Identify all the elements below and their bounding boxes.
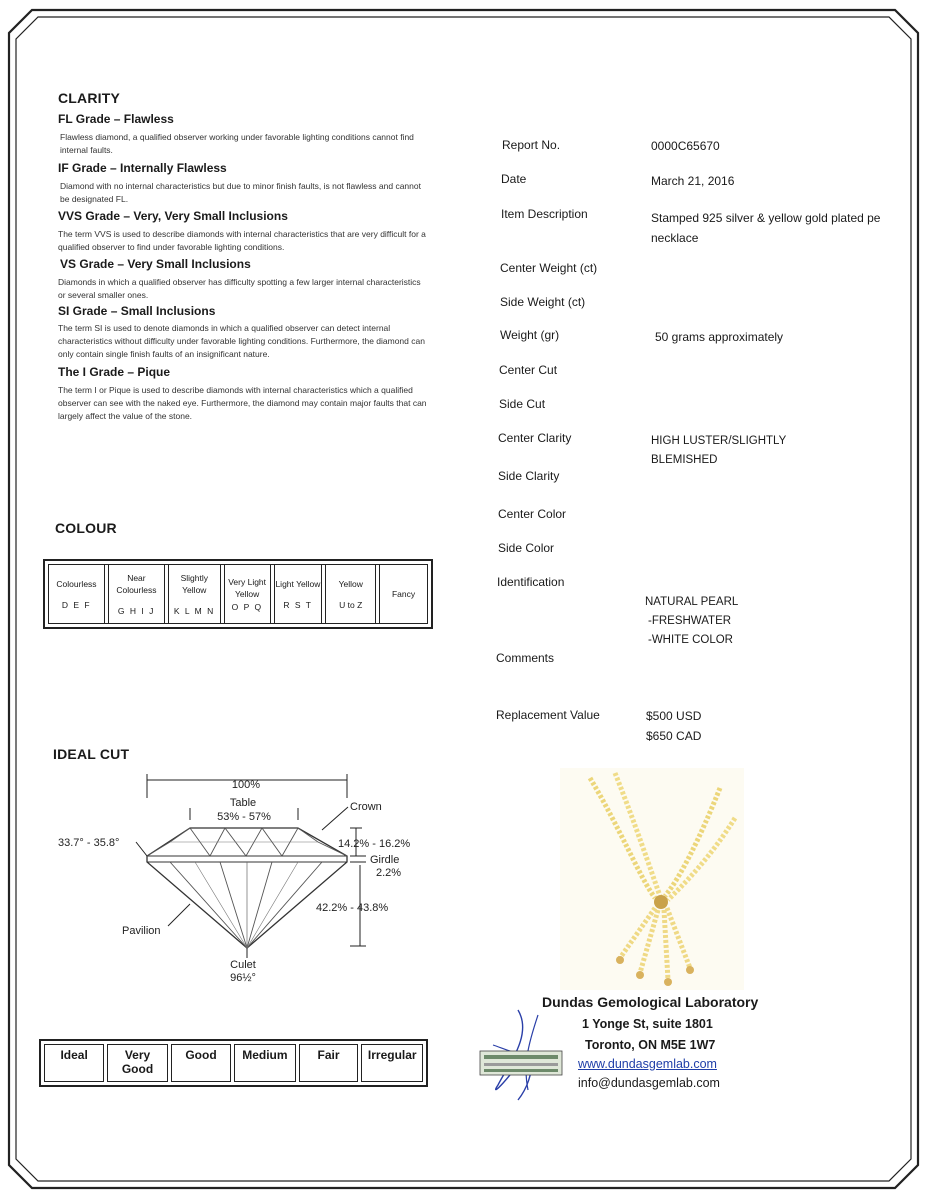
label-crown-angle: 33.7° - 35.8° [58, 837, 120, 849]
label-culet-val: 96½° [230, 972, 256, 984]
cut-grade-ideal: Ideal [44, 1044, 104, 1082]
colour-heading: COLOUR [55, 520, 117, 536]
field-center-color-label: Center Color [498, 507, 567, 521]
cut-grade-good: Good [171, 1044, 231, 1082]
field-center-weight-label: Center Weight (ct) [500, 261, 598, 275]
cut-grade-medium: Medium [234, 1044, 295, 1082]
grade-i-desc: The term I or Pique is used to describe diamonds with internal characteristics which a qualified observer can see with the naked eye. Furthermore, the diamond may contain major faults that can largely affect the value of the stone. [58, 385, 427, 421]
identification-line-3: -WHITE COLOR [648, 634, 733, 646]
label-culet: Culet [230, 959, 256, 971]
field-item-desc-label: Item Description [501, 207, 588, 221]
lab-address-line-2: Toronto, ON M5E 1W7 [585, 1038, 716, 1052]
colour-cell-slightly-yellow: Slightly Yellow K L M N [168, 564, 221, 624]
clarity-heading: CLARITY [58, 90, 121, 106]
colour-cell-yellow: Yellow U to Z [325, 564, 376, 624]
field-side-clarity-label: Side Clarity [498, 469, 560, 483]
field-identification-label: Identification [497, 575, 565, 589]
colour-cell-light-yellow: Light Yellow R S T [274, 564, 323, 624]
field-date-label: Date [501, 172, 527, 186]
grade-if-desc: Diamond with no internal characteristics but due to minor finish faults, is not flawless and cannot be designated FL. [60, 181, 421, 204]
grade-fl-title: FL Grade – Flawless [58, 112, 174, 126]
identification-line-1: NATURAL PEARL [645, 596, 739, 608]
lab-address-line-1: 1 Yonge St, suite 1801 [582, 1017, 713, 1031]
label-crown: Crown [350, 801, 382, 813]
field-side-color-label: Side Color [498, 541, 555, 555]
colour-cell-near-colourless: Near Colourless G H I J [108, 564, 165, 624]
grade-si-desc: The term SI is used to denote diamonds in which a qualified observer can detect internal characteristics without difficulty under favorable lighting conditions. Furthermore, the diamond can only contain single finish faults of an insignificant nature. [58, 323, 425, 359]
field-comments-label: Comments [496, 651, 555, 665]
label-girdle: Girdle [370, 854, 400, 866]
grade-fl-desc: Flawless diamond, a qualified observer working under favorable lighting conditions cannot find internal faults. [60, 132, 414, 155]
grade-vs-title: VS Grade – Very Small Inclusions [60, 257, 251, 271]
colour-cell-colourless: Colourless D E F [48, 564, 105, 624]
grade-i-title: The I Grade – Pique [58, 365, 171, 379]
signature-stamp [478, 1005, 568, 1110]
colour-cell-very-light-yellow: Very Light Yellow O P Q [224, 564, 271, 624]
label-girdle-pct: 2.2% [376, 867, 402, 879]
label-width: 100% [231, 779, 261, 791]
label-pavilion-depth: 42.2% - 43.8% [316, 902, 389, 914]
cut-grade-fair: Fair [299, 1044, 359, 1082]
grade-vvs-desc: The term VVS is used to describe diamonds with internal characteristics that are very difficult for a qualified observer to find under favorable lighting conditions. [58, 229, 426, 252]
cut-grade-very-good: Very Good [107, 1044, 167, 1082]
cut-grade-irregular: Irregular [361, 1044, 423, 1082]
label-table-pct: 53% - 57% [217, 811, 271, 823]
field-center-clarity-label: Center Clarity [498, 431, 572, 445]
field-weight-label: Weight (gr) [500, 328, 560, 342]
field-center-clarity-value: HIGH LUSTER/SLIGHTLY BLEMISHED [651, 435, 787, 466]
field-report-no-value: 0000C65670 [651, 139, 720, 153]
field-replacement-label: Replacement Value [496, 708, 600, 722]
cut-grade-table [39, 1039, 428, 1087]
lab-email: info@dundasgemlab.com [578, 1076, 720, 1090]
label-crown-height: 14.2% - 16.2% [338, 838, 411, 850]
ideal-cut-heading: IDEAL CUT [53, 746, 130, 762]
field-side-weight-label: Side Weight (ct) [500, 295, 586, 309]
colour-cell-fancy: Fancy [379, 564, 428, 624]
field-side-cut-label: Side Cut [499, 397, 546, 411]
label-pavilion: Pavilion [122, 925, 161, 937]
lab-name: Dundas Gemological Laboratory [542, 994, 759, 1010]
pearl-necklace-photo [560, 768, 744, 990]
grade-si-title: SI Grade – Small Inclusions [58, 304, 216, 318]
field-center-cut-label: Center Cut [499, 363, 558, 377]
colour-grade-table [43, 559, 433, 629]
label-table: Table [229, 797, 257, 809]
grade-vs-desc: Diamonds in which a qualified observer has difficulty spotting a few larger internal characteristics or several smaller ones. [58, 277, 421, 300]
field-report-no-label: Report No. [502, 138, 561, 152]
grade-if-title: IF Grade – Internally Flawless [58, 161, 227, 175]
diamond-cut-diagram [50, 770, 430, 990]
field-date-value: March 21, 2016 [651, 174, 735, 188]
lab-website-link[interactable]: www.dundasgemlab.com [578, 1057, 717, 1071]
replacement-usd: $500 USD [646, 709, 702, 723]
grade-vvs-title: VVS Grade – Very, Very Small Inclusions [58, 209, 288, 223]
field-item-desc-value: Stamped 925 silver & yellow gold plated pe necklace [651, 211, 881, 245]
identification-line-2: -FRESHWATER [648, 615, 732, 627]
field-weight-value: 50 grams approximately [655, 330, 784, 344]
replacement-cad: $650 CAD [646, 729, 702, 743]
